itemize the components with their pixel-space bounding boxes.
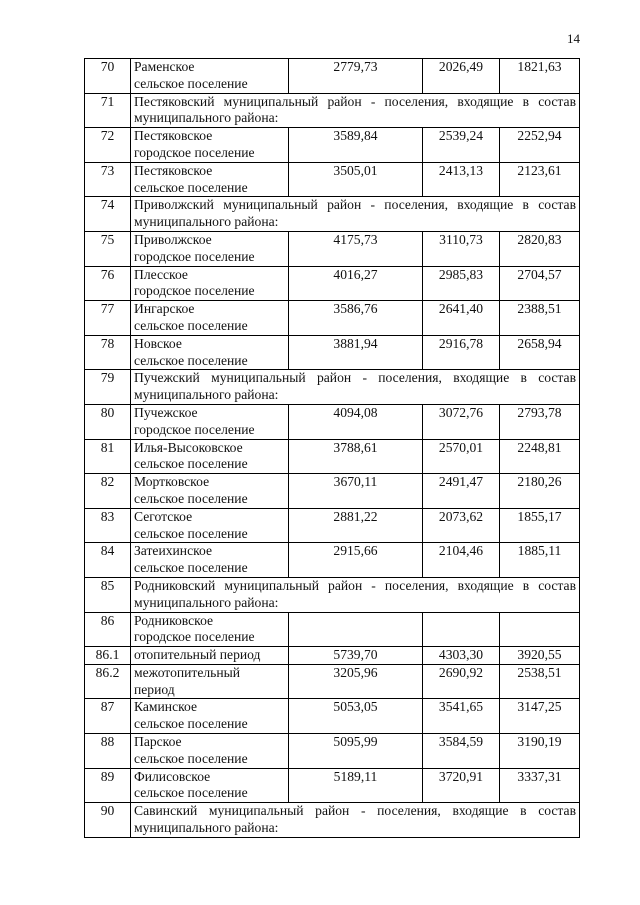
settlement-name-cell (131, 59, 289, 94)
settlement-name-line: Пестяковское (134, 162, 213, 178)
row-number-cell: 77 (85, 301, 131, 336)
settlement-name-line: Родниковское (134, 612, 214, 628)
settlement-name-line: отопительный период (134, 647, 261, 663)
tariff-value-cell-2: 3720,91 (423, 768, 500, 803)
settlement-name-line: городское поселение (134, 421, 255, 437)
row-number-cell: 87 (85, 699, 131, 734)
tariff-table (84, 58, 580, 838)
settlement-name-line: сельское поселение (134, 560, 248, 576)
settlement-name-cell (131, 508, 289, 543)
tariff-value-cell-2 (423, 612, 500, 647)
tariff-value-cell-1: 3881,94 (289, 335, 423, 370)
row-number-cell: 86 (85, 612, 131, 647)
tariff-value-cell-1: 3670,11 (289, 474, 423, 509)
settlement-name-line: сельское поселение (134, 75, 248, 91)
tariff-value-cell-1: 5095,99 (289, 734, 423, 769)
tariff-value-cell-2: 2641,40 (423, 301, 500, 336)
settlement-name-cell (131, 543, 289, 578)
tariff-value-cell-1: 5053,05 (289, 699, 423, 734)
table-row (85, 301, 580, 336)
settlement-name-line: сельское поселение (134, 525, 248, 541)
settlement-name-line: Пестяковское (134, 128, 213, 144)
row-number-cell: 78 (85, 335, 131, 370)
settlement-name-line: городское поселение (134, 248, 255, 264)
tariff-value-cell-2: 3110,73 (423, 231, 500, 266)
tariff-value-cell-2: 2491,47 (423, 474, 500, 509)
district-header-row (85, 370, 580, 405)
table-row (85, 699, 580, 734)
table-row (85, 664, 580, 699)
district-header-cell: Савинский муниципальный район - поселения, входящие в состав муниципального района: (131, 803, 580, 838)
row-number-cell: 79 (85, 370, 131, 405)
tariff-value-cell-1: 3205,96 (289, 664, 423, 699)
tariff-value-cell-3: 3920,55 (500, 647, 580, 665)
tariff-value-cell-1: 3589,84 (289, 128, 423, 163)
row-number-cell: 89 (85, 768, 131, 803)
settlement-name-line: Мортковское (134, 474, 210, 490)
tariff-value-cell-2: 2690,92 (423, 664, 500, 699)
tariff-value-cell-2: 3541,65 (423, 699, 500, 734)
tariff-value-cell-2: 3072,76 (423, 404, 500, 439)
tariff-value-cell-1: 3505,01 (289, 162, 423, 197)
row-number-cell: 71 (85, 93, 131, 128)
tariff-value-cell-1: 3586,76 (289, 301, 423, 336)
settlement-name-line: период (134, 681, 175, 697)
settlement-name-line: Плесское (134, 266, 188, 282)
settlement-name-line: Илья-Высоковское (134, 439, 243, 455)
tariff-value-cell-2: 2073,62 (423, 508, 500, 543)
tariff-value-cell-2: 2413,13 (423, 162, 500, 197)
row-number-cell: 76 (85, 266, 131, 301)
settlement-name-cell (131, 301, 289, 336)
settlement-name-line: Раменское (134, 59, 195, 74)
settlement-name-cell (131, 699, 289, 734)
row-number-cell: 82 (85, 474, 131, 509)
tariff-value-cell-3: 2658,94 (500, 335, 580, 370)
table-row (85, 59, 580, 94)
settlement-name-cell (131, 768, 289, 803)
table-row (85, 266, 580, 301)
settlement-name-line: сельское поселение (134, 785, 248, 801)
table-row (85, 543, 580, 578)
settlement-name-line: городское поселение (134, 144, 255, 160)
tariff-value-cell-3: 2252,94 (500, 128, 580, 163)
settlement-name-line: Каминское (134, 699, 198, 715)
settlement-name-line: Ингарское (134, 301, 195, 317)
tariff-value-cell-2: 2916,78 (423, 335, 500, 370)
settlement-name-line: городское поселение (134, 283, 255, 299)
row-number-cell: 75 (85, 231, 131, 266)
tariff-value-cell-3: 2820,83 (500, 231, 580, 266)
settlement-name-line: межотопительный (134, 664, 241, 680)
tariff-value-cell-2: 4303,30 (423, 647, 500, 665)
settlement-name-cell (131, 647, 289, 665)
tariff-value-cell-2: 2026,49 (423, 59, 500, 94)
row-number-cell: 85 (85, 577, 131, 612)
tariff-value-cell-2: 2104,46 (423, 543, 500, 578)
settlement-name-cell (131, 734, 289, 769)
table-row (85, 162, 580, 197)
row-number-cell: 90 (85, 803, 131, 838)
tariff-value-cell-1: 3788,61 (289, 439, 423, 474)
district-header-row (85, 197, 580, 232)
tariff-value-cell-1: 4016,27 (289, 266, 423, 301)
row-number-cell: 84 (85, 543, 131, 578)
district-header-cell: Родниковский муниципальный район - поселения, входящие в состав муниципального района: (131, 577, 580, 612)
settlement-name-line: сельское поселение (134, 352, 248, 368)
tariff-value-cell-3: 2248,81 (500, 439, 580, 474)
settlement-name-line: Филисовское (134, 768, 211, 784)
settlement-name-line: Сеготское (134, 508, 193, 524)
tariff-value-cell-3: 1855,17 (500, 508, 580, 543)
table-row (85, 439, 580, 474)
row-number-cell: 81 (85, 439, 131, 474)
settlement-name-cell (131, 266, 289, 301)
settlement-name-cell (131, 612, 289, 647)
row-number-cell: 73 (85, 162, 131, 197)
settlement-name-line: сельское поселение (134, 750, 248, 766)
district-header-row (85, 577, 580, 612)
tariff-table-body (85, 59, 580, 838)
tariff-value-cell-2: 3584,59 (423, 734, 500, 769)
tariff-value-cell-3: 3147,25 (500, 699, 580, 734)
tariff-value-cell-3: 1885,11 (500, 543, 580, 578)
district-header-row (85, 803, 580, 838)
table-row (85, 734, 580, 769)
tariff-value-cell-1: 5189,11 (289, 768, 423, 803)
row-number-cell: 88 (85, 734, 131, 769)
tariff-value-cell-3: 1821,63 (500, 59, 580, 94)
table-row (85, 612, 580, 647)
district-header-cell: Пучежский муниципальный район - поселения, входящие в состав муниципального района: (131, 370, 580, 405)
table-row (85, 768, 580, 803)
settlement-name-cell (131, 474, 289, 509)
settlement-name-cell (131, 404, 289, 439)
tariff-value-cell-3: 2180,26 (500, 474, 580, 509)
tariff-value-cell-1: 2881,22 (289, 508, 423, 543)
row-number-cell: 86.2 (85, 664, 131, 699)
settlement-name-cell (131, 439, 289, 474)
row-number-cell: 83 (85, 508, 131, 543)
table-row (85, 231, 580, 266)
tariff-value-cell-2: 2985,83 (423, 266, 500, 301)
row-number-cell: 72 (85, 128, 131, 163)
row-number-cell: 80 (85, 404, 131, 439)
tariff-value-cell-3: 2704,57 (500, 266, 580, 301)
tariff-value-cell-3: 3337,31 (500, 768, 580, 803)
table-row (85, 474, 580, 509)
district-header-cell: Приволжский муниципальный район - поселения, входящие в состав муниципального района: (131, 197, 580, 232)
tariff-value-cell-3 (500, 612, 580, 647)
tariff-value-cell-1: 2779,73 (289, 59, 423, 94)
tariff-value-cell-1: 5739,70 (289, 647, 423, 665)
page-number: 14 (567, 31, 580, 46)
tariff-value-cell-1 (289, 612, 423, 647)
tariff-value-cell-1: 4094,08 (289, 404, 423, 439)
settlement-name-line: сельское поселение (134, 179, 248, 195)
district-header-cell: Пестяковский муниципальный район - поселения, входящие в состав муниципального района: (131, 93, 580, 128)
settlement-name-line: Затеихинское (134, 543, 213, 559)
settlement-name-cell (131, 231, 289, 266)
settlement-name-cell (131, 335, 289, 370)
settlement-name-line: сельское поселение (134, 490, 248, 506)
table-row (85, 335, 580, 370)
tariff-value-cell-1: 4175,73 (289, 231, 423, 266)
tariff-value-cell-2: 2570,01 (423, 439, 500, 474)
table-row (85, 508, 580, 543)
row-number-cell: 74 (85, 197, 131, 232)
settlement-name-cell (131, 664, 289, 699)
settlement-name-line: сельское поселение (134, 716, 248, 732)
table-row (85, 647, 580, 665)
district-header-row (85, 93, 580, 128)
settlement-name-line: сельское поселение (134, 456, 248, 472)
settlement-name-line: Парское (134, 734, 182, 750)
settlement-name-line: сельское поселение (134, 317, 248, 333)
settlement-name-line: Пучежское (134, 404, 198, 420)
settlement-name-line: Новское (134, 335, 182, 351)
tariff-value-cell-3: 3190,19 (500, 734, 580, 769)
tariff-value-cell-3: 2388,51 (500, 301, 580, 336)
tariff-value-cell-2: 2539,24 (423, 128, 500, 163)
row-number-cell: 86.1 (85, 647, 131, 665)
table-row (85, 404, 580, 439)
row-number-cell: 70 (85, 59, 131, 94)
tariff-value-cell-1: 2915,66 (289, 543, 423, 578)
table-row (85, 128, 580, 163)
settlement-name-cell (131, 128, 289, 163)
settlement-name-cell (131, 162, 289, 197)
tariff-value-cell-3: 2793,78 (500, 404, 580, 439)
settlement-name-line: Приволжское (134, 231, 212, 247)
tariff-value-cell-3: 2123,61 (500, 162, 580, 197)
settlement-name-line: городское поселение (134, 629, 255, 645)
tariff-value-cell-3: 2538,51 (500, 664, 580, 699)
